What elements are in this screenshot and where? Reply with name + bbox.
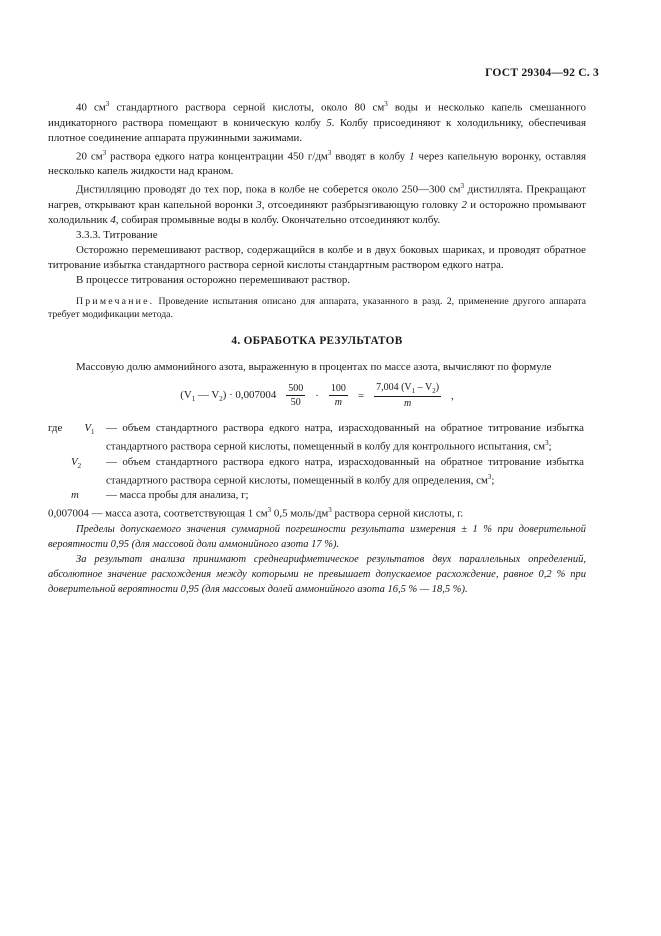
formula-lhs: ($V_1$ — $V_2) \cdot 0,007004$ xyxy=(180,388,277,403)
formula-comma: , xyxy=(451,389,454,402)
ref: 4 xyxy=(110,213,116,226)
formula xyxy=(48,375,586,417)
paragraph-3 xyxy=(48,179,586,228)
note xyxy=(48,295,586,321)
def-lead: $V_2$ xyxy=(71,455,82,470)
def-text: — объем стандартного раствора едкого натра, израсходованный на обратное титрование избытка стандартного раствора серной кислоты, помещенный в колбу для определения, $см^3$; xyxy=(106,455,584,487)
sup: 3 xyxy=(327,148,332,157)
text: через капельную воронку, оставляя несколько капель жидкости над краном. xyxy=(48,150,586,178)
italic-paragraph-1: Пределы допускаемого значения суммарной погрешности результата измерения ± 1 % при доверительной вероятности 0,95 (для массовой доли аммонийного азота 17 %). xyxy=(48,523,586,550)
note-label: Примечание. xyxy=(76,295,155,307)
def-v2 xyxy=(48,455,586,489)
text: . Колбу присоединяют к холодильнику, обеспечивая плотное соединение аппарата пружинными зажимами. xyxy=(48,116,586,144)
text: вводят в колбу xyxy=(331,150,410,163)
def-m xyxy=(48,488,586,503)
ref: 5 xyxy=(326,116,332,129)
fraction-100-m: $\frac{100}{m}$ xyxy=(330,383,346,409)
italic-paragraph-2: За результат анализа принимают среднеарифметическое результатов двух параллельных определений, абсолютное значение расхождения между которыми не превышает допускаемое расхождение, равное 0,2 % при доверительной вероятности 0,95 (для массовых долей аммонийного азота 16,5 % — 18,5 %). xyxy=(48,553,586,595)
def-text: — объем стандартного раствора едкого натра, израсходованный на обратное титрование избытка стандартного раствора серной кислоты, помещенный в колбу для контрольного испытания, $см^3$; xyxy=(106,421,584,453)
def-constant: 0,007004 — масса азота, соответствующая 1 $см^3$ 0,5 моль/$дм^3$ раствора серной кислоты, г. xyxy=(48,506,464,520)
sup: 3 xyxy=(384,100,388,108)
section-4-title: 4. ОБРАБОТКА РЕЗУЛЬТАТОВ xyxy=(231,334,403,347)
formula-dot: · xyxy=(315,389,319,402)
sup: 3 xyxy=(105,100,110,108)
sup: 3 xyxy=(102,148,107,157)
paragraph-2 xyxy=(48,146,586,180)
text: , собирая промывные воды в колбу. Окончательно отсоединяют колбу. xyxy=(115,213,441,226)
text: и осторожно промывают холодильник xyxy=(48,198,586,226)
ref: 1 xyxy=(409,150,415,163)
text: 20 см xyxy=(76,150,103,163)
formula-equals: = xyxy=(357,389,365,402)
section-3-3-3: 3.3.3. Титрование xyxy=(76,228,158,241)
text: раствора едкого натра концентрации 450 г/дм xyxy=(106,150,328,163)
text: стандартного раствора серной кислоты, около 80 см xyxy=(109,101,385,114)
paragraph-4: Осторожно перемешивают раствор, содержащийся в колбе и в двух боковых шариках, и проводят обратное титрование избытка стандартного раствора серной кислоты стандартным раствором едкого натра. xyxy=(48,243,586,271)
def-lead: где $V_1$ xyxy=(48,421,95,437)
ref: 3 xyxy=(256,198,262,211)
definitions xyxy=(48,421,586,522)
fraction-500-50: $\frac{500}{50}$ xyxy=(288,383,304,409)
text: , отсоединяют разбрызгивающую головку xyxy=(261,198,462,211)
text: воды и несколько капель смешанного индикаторного раствора помещают в коническую колбу xyxy=(48,101,586,129)
def-v1 xyxy=(48,421,586,455)
document-body xyxy=(48,97,586,597)
page-header: ГОСТ 29304—92 С. 3 xyxy=(485,66,599,79)
ref: 2 xyxy=(461,198,467,211)
paragraph-1 xyxy=(48,97,586,146)
def-lead: m xyxy=(71,489,79,502)
paragraph-5: В процессе титрования осторожно перемешивают раствор. xyxy=(76,273,351,286)
text: дистиллята. Прекращают нагрев, открывают кран капельной воронки xyxy=(48,183,586,211)
fraction-result: $\frac{7,004 (V_1 - V_2)}{m}$ xyxy=(376,382,440,410)
sup: 3 xyxy=(460,182,465,191)
note-text: Проведение испытания описано для аппарата, указанного в разд. 2, применение другого аппарата требует модификации метода. xyxy=(48,295,586,320)
def-text: — масса пробы для анализа, г; xyxy=(106,489,249,502)
text: Дистилляцию проводят до тех пор, пока в колбе не соберется около 250—300 см xyxy=(76,183,461,196)
text: 40 см xyxy=(76,101,106,114)
paragraph-6: Массовую долю аммонийного азота, выраженную в процентах по массе азота, вычисляют по формуле xyxy=(76,360,552,373)
